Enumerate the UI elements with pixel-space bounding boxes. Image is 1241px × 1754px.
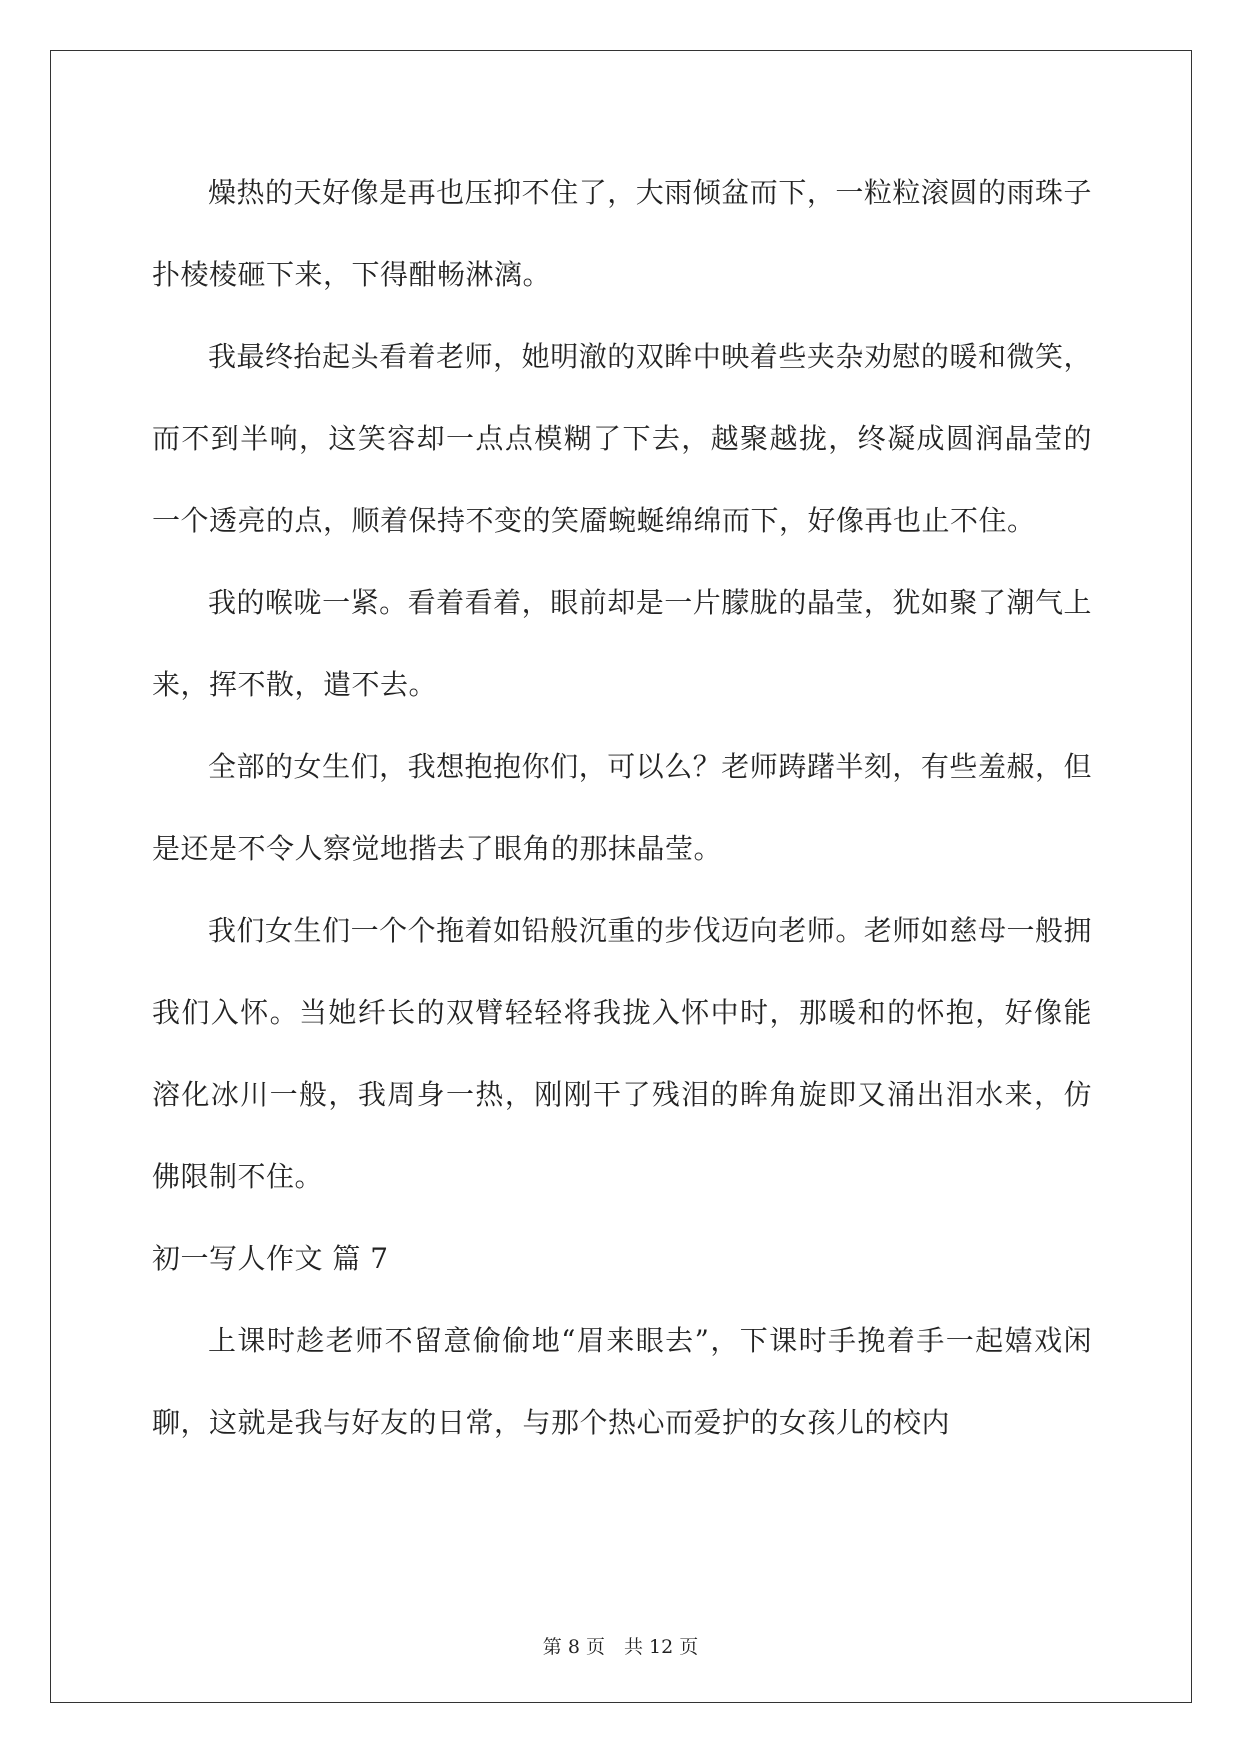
paragraph-5: 我们女生们一个个拖着如铅般沉重的步伐迈向老师。老师如慈母一般拥我们入怀。当她纤长的双臂轻轻将我拢入怀中时，那暖和的怀抱，好像能溶化冰川一般，我周身一热，刚刚干了残泪的眸角旋即又涌出泪水来，仿佛限制不住。 (152, 914, 1092, 1193)
paragraph-4: 全部的女生们，我想抱抱你们，可以么？老师踌躇半刻，有些羞赧，但是还是不令人察觉地揩去了眼角的那抹晶莹。 (152, 750, 1092, 865)
document-body (152, 152, 1092, 1464)
paragraph-3: 我的喉咙一紧。看着看着，眼前却是一片朦胧的晶莹，犹如聚了潮气上来，挥不散，遣不去。 (152, 586, 1092, 701)
paragraph-2: 我最终抬起头看着老师，她明澈的双眸中映着些夹杂劝慰的暖和微笑，而不到半响，这笑容却一点点模糊了下去，越聚越拢，终凝成圆润晶莹的一个透亮的点，顺着保持不变的笑靥蜿蜒绵绵而下，好像再也止不住。 (152, 340, 1092, 537)
paragraph-6: 上课时趁老师不留意偷偷地“眉来眼去”，下课时手挽着手一起嬉戏闲聊，这就是我与好友的日常，与那个热心而爱护的女孩儿的校内 (152, 1324, 1092, 1439)
section-heading: 初一写人作文 篇 7 (152, 1242, 389, 1275)
paragraph-1: 燥热的天好像是再也压抑不住了，大雨倾盆而下，一粒粒滚圆的雨珠子扑棱棱砸下来，下得酣畅淋漓。 (152, 176, 1092, 291)
page-footer: 第 8 页 共 12 页 (542, 1636, 699, 1658)
